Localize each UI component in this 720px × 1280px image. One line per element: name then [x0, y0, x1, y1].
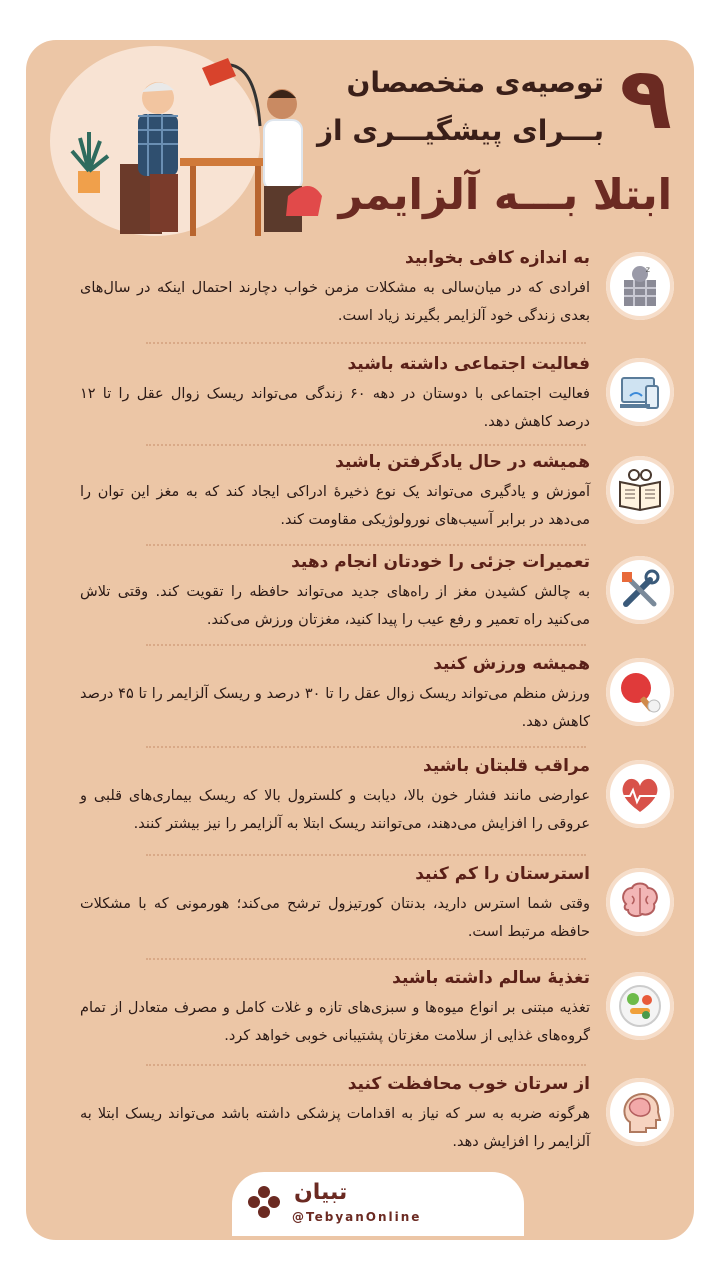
sleep-icon: [606, 252, 674, 320]
divider: [146, 1064, 586, 1066]
tip-heart: [46, 756, 674, 852]
tip-social: [46, 354, 674, 450]
title-line-2: بـــرای پیشگیـــری از: [316, 114, 604, 147]
tip-head: [46, 1074, 674, 1170]
infographic-card: [26, 40, 694, 1240]
tip-stress: [46, 864, 674, 960]
tip-title: استرستان را کم کنید: [415, 864, 590, 884]
tip-title: تغذیهٔ سالم داشته باشید: [392, 968, 590, 988]
tebyan-logo-icon: [246, 1184, 282, 1220]
tip-title: به اندازه کافی بخوابید: [405, 248, 590, 268]
tip-title: مراقب قلبتان باشید: [423, 756, 590, 776]
heart-icon: [606, 760, 674, 828]
book-icon: [606, 456, 674, 524]
svg-text:z: z: [645, 265, 650, 274]
tip-body: آموزش و یادگیری می‌تواند یک نوع ذخیرهٔ ادراکی ایجاد کند که به مغز این توان را می‌دهد در برابر آسیب‌های نورولوژیکی مقاومت کند.: [80, 484, 590, 528]
salad-icon: [606, 972, 674, 1040]
title-line-3: ابتلا بـــه آلزایمر: [338, 170, 672, 219]
head-icon: [606, 1078, 674, 1146]
tools-icon: [606, 556, 674, 624]
divider: [146, 644, 586, 646]
footer-brand: [232, 1172, 524, 1236]
tip-body: هرگونه ضربه به سر که نیاز به اقدامات پزشکی داشته باشد می‌تواند ریسک ابتلا به آلزایمر را افزایش دهد.: [80, 1106, 590, 1150]
tip-body: وقتی شما استرس دارید، بدنتان کورتیزول ترشح می‌کند؛ هورمونی که با مشکلات حافظه مرتبط است.: [80, 896, 590, 940]
brand-name: تبیان: [294, 1180, 348, 1205]
tip-repairs: [46, 552, 674, 648]
divider: [146, 342, 586, 344]
tip-title: تعمیرات جزئی را خودتان انجام دهید: [291, 552, 590, 572]
title-line-1: توصیه‌ی متخصصان: [346, 66, 604, 99]
tip-title: همیشه ورزش کنید: [433, 654, 590, 674]
divider: [146, 746, 586, 748]
tip-body: افرادی که در میان‌سالی به مشکلات مزمن خواب دچارند احتمال اینکه در سال‌های بعدی زندگی خود آلزایمر بگیرند زیاد است.: [80, 280, 590, 324]
divider: [146, 544, 586, 546]
divider: [146, 854, 586, 856]
tip-body: عوارضی مانند فشار خون بالا، دیابت و کلسترول بالا که ریسک بیماری‌های قلبی و عروقی را افزایش می‌دهند، می‌توانند ریسک ابتلا به آلزایمر را نیز بیشتر کنند.: [80, 788, 590, 832]
title-block: [316, 49, 672, 232]
tip-learning: [46, 452, 674, 548]
doctor-patient-illustration: [50, 46, 340, 244]
devices-icon: [606, 358, 674, 426]
tip-nutrition: [46, 968, 674, 1064]
ping-pong-icon: [606, 658, 674, 726]
tip-exercise: [46, 654, 674, 750]
tip-body: تغذیه مبتنی بر انواع میوه‌ها و سبزی‌های تازه و غلات کامل و مصرف متعادل از تمام گروه‌های غذایی از سلامت مغزتان پشتیبانی خوبی خواهد کرد.: [80, 1000, 590, 1044]
title-number: ۹: [619, 49, 672, 149]
social-handle: @TebyanOnline: [292, 1210, 422, 1224]
tip-body: فعالیت اجتماعی با دوستان در دهه ۶۰ زندگی می‌تواند ریسک زوال عقل را تا ۱۲ درصد کاهش دهد.: [80, 386, 590, 430]
divider: [146, 958, 586, 960]
tip-title: همیشه در حال یادگرفتن باشید: [335, 452, 590, 472]
tip-body: به چالش کشیدن مغز از راه‌های جدید می‌تواند حافظه را تقویت کند. وقتی تلاش می‌کنید راه تعمیر و رفع عیب را پیدا کنید، مغزتان ورزش می‌کند.: [80, 584, 590, 628]
tip-body: ورزش منظم می‌تواند ریسک زوال عقل را تا ۳۰ درصد و ریسک آلزایمر را تا ۴۵ درصد کاهش دهد.: [80, 686, 590, 730]
tip-title: از سرتان خوب محافظت کنید: [347, 1074, 590, 1094]
brain-icon: [606, 868, 674, 936]
divider: [146, 444, 586, 446]
tip-sleep: [46, 248, 674, 344]
tip-title: فعالیت اجتماعی داشته باشید: [347, 354, 590, 374]
